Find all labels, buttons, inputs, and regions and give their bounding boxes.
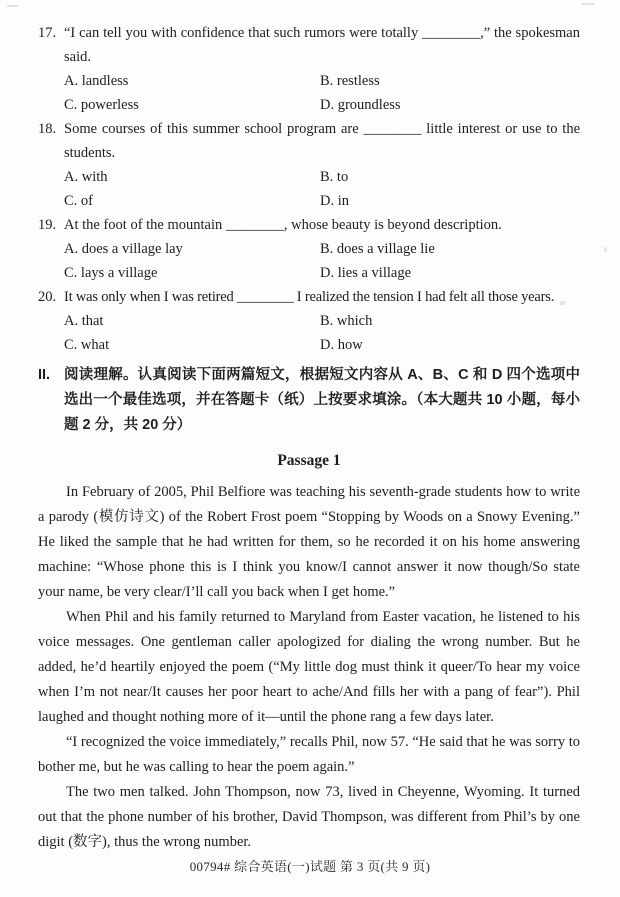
option-b: B. restless xyxy=(320,73,380,89)
option-b: B. to xyxy=(320,169,349,185)
section-ii xyxy=(38,363,580,438)
option-d: D. how xyxy=(320,337,363,353)
options-grid xyxy=(64,69,580,117)
passage-heading: Passage 1 xyxy=(277,452,341,469)
option-a: A. that xyxy=(64,313,104,329)
question-number: 17. xyxy=(38,25,57,41)
passage-paragraph-2: When Phil and his family returned to Maryland from Easter vacation, he listened to his voice messages. One gentleman caller apologized for dialing the wrong number. But he added, he’d heartily enjoyed the poem (“My little dog must think it queer/To hear my voice when I’m not near/It causes her poor heart to ache/And fills her with a pang of fear”). Phil laughed and thought nothing more of it—until the phone rang a few days later. xyxy=(38,609,580,725)
option-b: B. which xyxy=(320,313,373,329)
question-20 xyxy=(38,285,580,357)
scan-artifact xyxy=(581,3,595,5)
option-d: D. lies a village xyxy=(320,265,412,281)
question-18 xyxy=(38,117,580,213)
section-instructions: 阅读理解。认真阅读下面两篇短文，根据短文内容从 A、B、C 和 D 四个选项中选出一个最佳选项，并在答题卡（纸）上按要求填涂。（本大题共 10 小题，每小题 2 分，共 20 分） xyxy=(64,367,580,433)
option-a: A. does a village lay xyxy=(64,241,183,257)
option-c: C. lays a village xyxy=(64,265,158,281)
scan-artifact xyxy=(7,5,18,7)
options-grid xyxy=(64,165,580,213)
option-b: B. does a village lie xyxy=(320,241,435,257)
question-19 xyxy=(38,213,580,285)
question-body xyxy=(64,117,580,213)
question-stem: At the foot of the mountain ________, whose beauty is beyond description. xyxy=(64,217,502,233)
question-number: 20. xyxy=(38,289,57,305)
passage-paragraph-3: “I recognized the voice immediately,” recalls Phil, now 57. “He said that he was sorry to bother me, but he was calling to hear the poem again.” xyxy=(38,734,580,775)
question-stem: Some courses of this summer school program are ________ little interest or use to the students. xyxy=(64,121,580,161)
option-c: C. of xyxy=(64,193,93,209)
section-number: II. xyxy=(38,367,51,383)
option-c: C. powerless xyxy=(64,97,139,113)
question-17 xyxy=(38,21,580,117)
question-body xyxy=(64,285,580,357)
scan-artifact xyxy=(560,301,565,305)
options-grid xyxy=(64,309,580,357)
page-footer: 00794# 综合英语(一)试题 第 3 页(共 9 页) xyxy=(189,859,431,874)
option-a: A. with xyxy=(64,169,108,185)
option-a: A. landless xyxy=(64,73,129,89)
question-stem: It was only when I was retired ________ I realized the tension I had felt all those years. xyxy=(64,289,555,305)
option-d: D. in xyxy=(320,193,349,209)
question-number: 19. xyxy=(38,217,57,233)
passage-paragraph-4: The two men talked. John Thompson, now 73, lived in Cheyenne, Wyoming. It turned out that the phone number of his brother, David Thompson, was different from Phil’s by one digit (数字), thus the wrong number. xyxy=(38,784,580,850)
option-c: C. what xyxy=(64,337,110,353)
options-grid xyxy=(64,237,580,285)
passage-paragraph-1: In February of 2005, Phil Belfiore was teaching his seventh-grade students how to write a parody (模仿诗文) of the Robert Frost poem “Stopping by Woods on a Snowy Evening.” He liked the sample that he had written for them, so he recorded it on his home answering machine: “Whose phone this is I think you know/I cannot answer it now though/So state your name, be very clear/I’ll call you back when I get home.” xyxy=(38,484,580,600)
question-stem: “I can tell you with confidence that such rumors were totally ________,” the spokesman said. xyxy=(64,25,580,65)
question-body xyxy=(64,213,580,285)
question-number: 18. xyxy=(38,121,57,137)
scan-artifact xyxy=(604,247,607,252)
option-d: D. groundless xyxy=(320,97,401,113)
question-body xyxy=(64,21,580,117)
